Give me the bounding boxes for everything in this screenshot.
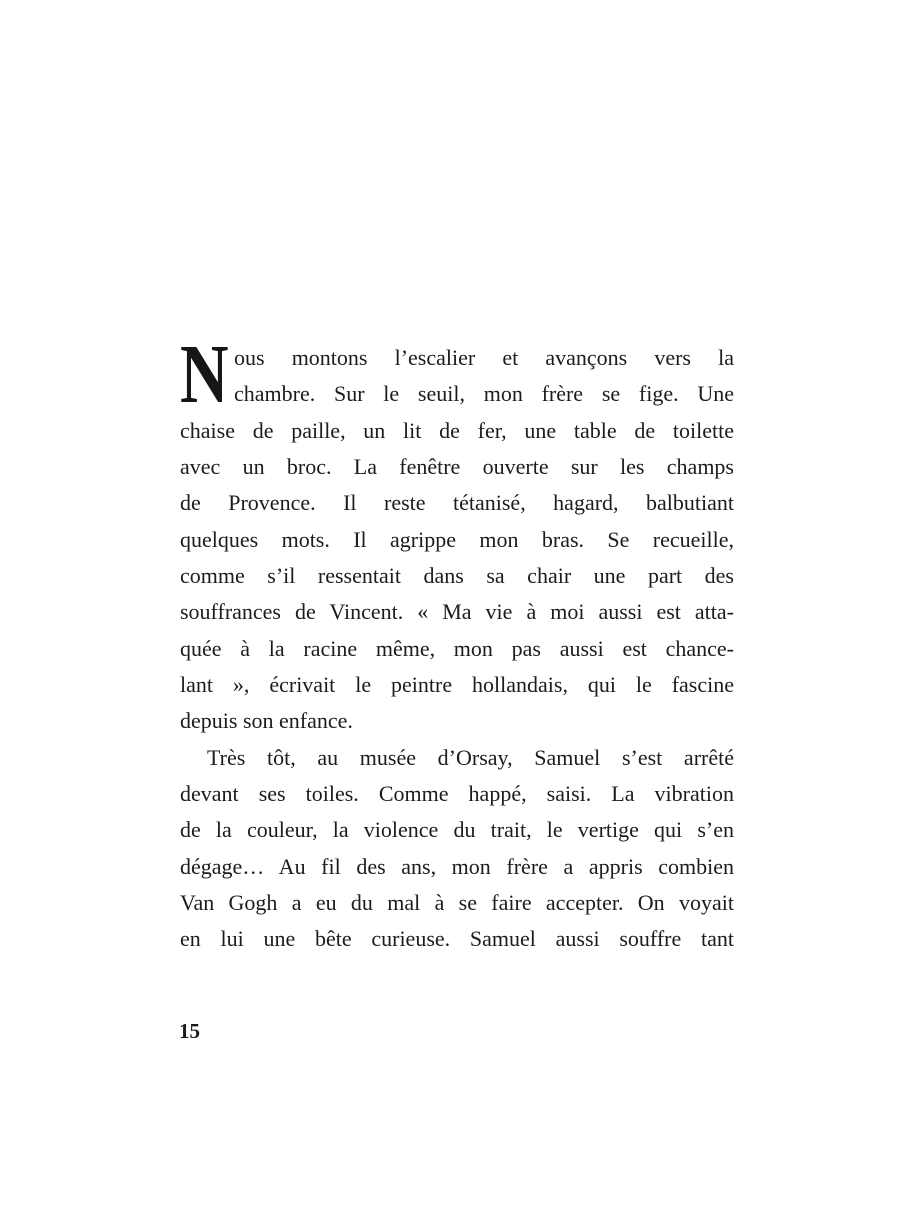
text-line: depuis son enfance.	[180, 708, 353, 734]
text-line: chambre. Sur le seuil, mon frère se fige. Une	[234, 381, 734, 407]
paragraph-1	[180, 340, 734, 740]
text-line: ous montons l’escalier et avançons vers la	[234, 345, 734, 370]
text-block	[180, 328, 734, 958]
drop-cap-letter: N	[180, 328, 229, 421]
text-line: chaise de paille, un lit de fer, une table de toilette	[180, 417, 734, 443]
text-line: souffrances de Vincent. « Ma vie à moi aussi est atta-	[180, 599, 734, 625]
page-number: 15	[179, 1019, 200, 1043]
text-line: lant », écrivait le peintre hollandais, qui le fascine	[180, 671, 734, 697]
text-line: de la couleur, la violence du trait, le vertige qui s’en	[180, 817, 734, 843]
text-line: quelques mots. Il agrippe mon bras. Se recueille,	[180, 526, 734, 552]
text-line: dégage… Au fil des ans, mon frère a appris combien	[180, 853, 734, 879]
text-line: Très tôt, au musée d’Orsay, Samuel s’est arrêté	[207, 744, 734, 770]
text-line: en lui une bête curieuse. Samuel aussi souffre tant	[180, 926, 734, 952]
text-line: Van Gogh a eu du mal à se faire accepter. On voyait	[180, 889, 734, 915]
text-line: devant ses toiles. Comme happé, saisi. La vibration	[180, 780, 734, 806]
text-line: avec un broc. La fenêtre ouverte sur les champs	[180, 453, 734, 479]
text-line: comme s’il ressentait dans sa chair une part des	[180, 562, 734, 588]
paragraph-2	[180, 740, 734, 958]
text-line: quée à la racine même, mon pas aussi est chance-	[180, 635, 734, 661]
text-line: de Provence. Il reste tétanisé, hagard, balbutiant	[180, 490, 734, 516]
